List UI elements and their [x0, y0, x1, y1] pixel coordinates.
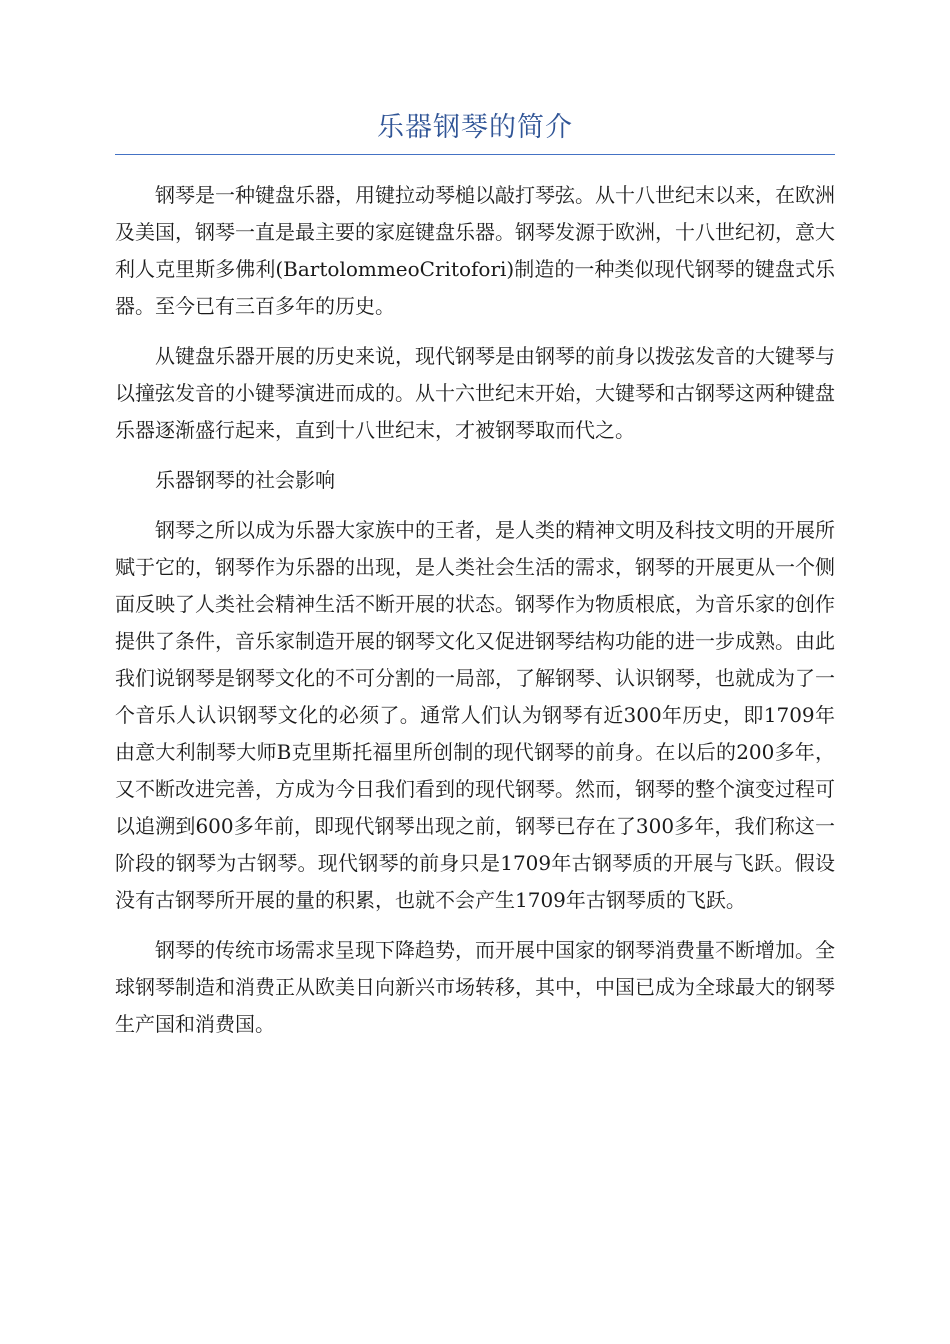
- paragraph-social-impact: 钢琴之所以成为乐器大家族中的王者，是人类的精神文明及科技文明的开展所赋于它的，钢琴作为乐器的出现，是人类社会生活的需求，钢琴的开展更从一个侧面反映了人类社会精神生活不断开展的状态。钢琴作为物质根底，为音乐家的创作提供了条件，音乐家制造开展的钢琴文化又促进钢琴结构功能的进一步成熟。由此我们说钢琴是钢琴文化的不可分割的一局部，了解钢琴、认识钢琴，也就成为了一个音乐人认识钢琴文化的必须了。通常人们认为钢琴有近300年历史，即1709年由意大利制琴大师B克里斯托福里所创制的现代钢琴的前身。在以后的200多年，又不断改进完善，方成为今日我们看到的现代钢琴。然而，钢琴的整个演变过程可以追溯到600多年前，即现代钢琴出现之前，钢琴已存在了300多年，我们称这一阶段的钢琴为古钢琴。现代钢琴的前身只是1709年古钢琴质的开展与飞跃。假设没有古钢琴所开展的量的积累，也就不会产生1709年古钢琴质的飞跃。: [115, 518, 835, 912]
- document-page: [115, 108, 835, 1056]
- paragraph-history: 从键盘乐器开展的历史来说，现代钢琴是由钢琴的前身以拨弦发音的大键琴与以撞弦发音的小键琴演进而成的。从十六世纪末开始，大键琴和古钢琴这两种键盘乐器逐渐盛行起来，直到十八世纪末，才被钢琴取而代之。: [115, 344, 835, 442]
- paragraph-intro: 钢琴是一种键盘乐器，用键拉动琴槌以敲打琴弦。从十八世纪末以来，在欧洲及美国，钢琴一直是最主要的家庭键盘乐器。钢琴发源于欧洲，十八世纪初，意大利人克里斯多佛利(BartolommeoCritofori)制造的一种类似现代钢琴的键盘式乐器。至今已有三百多年的历史。: [115, 183, 835, 318]
- section-heading-social-impact: 乐器钢琴的社会影响: [155, 468, 335, 492]
- title-underline: [115, 154, 835, 155]
- document-title: 乐器钢琴的简介: [377, 112, 573, 143]
- paragraph-market: 钢琴的传统市场需求呈现下降趋势，而开展中国家的钢琴消费量不断增加。全球钢琴制造和消费正从欧美日向新兴市场转移，其中，中国已成为全球最大的钢琴生产国和消费国。: [115, 938, 835, 1036]
